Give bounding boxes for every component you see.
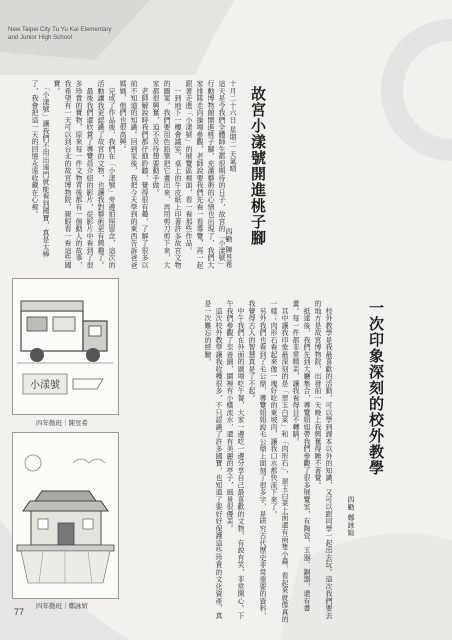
article1-body: 十月二十六日 星期二 天氣晴 這天是令我們全體師生都很期待的日子，故宮的「小漾號」行動博物館開進桃子腳，充滿藝術的心情也出現了，我們大家排隊走向操場參觀，老師說要我們先看一看導覽，再一起跟著走進「小漾號」的展覽區裡面，看一看那些作品。 一到地下一樓會議室，桌上的牛皮紙上印著許多故宮文物的圖案，我們要用色鉛筆把它畫出來，再用剪刀剪下來，大家都很興奮，迫不及待想要動手做。 老師解說時我們都仔細聆聽，覺得很有趣，了解了很多以前不知道的知識。回到家後，我把今天學到的東西告訴爸爸媽媽，他們也很高興。 完成了作品後，我們在「小漾號」旁邊拍照留念，這次的活動讓我更認識了故宮的文物，也讓我對藝術更有興趣了。 最後我們還欣賞了導覽員介紹的影片，從影片中看到了很多珍貴的寶物，原來每一件文物背後都有一個動人的故事，我希望有一天可以到台北的故宮博物院，親眼看一看這些國寶。 「小漾號」讓我們不用出遠門就能看到國寶，真是太棒了，我會把這一天的回憶永遠收藏在心裡。 (31, 80, 237, 269)
article1-author: 四勤 陳昱希 (225, 228, 233, 269)
school-name-line-2: and Junior High School (8, 34, 72, 41)
article1-drawing (12, 278, 119, 415)
school-name-line-1: New Taipei City Tu Yu Kai Elementary (8, 26, 112, 33)
school-name (8, 26, 112, 42)
article1-title: 故宮小漾號開進桃子腳 (249, 86, 267, 246)
article2-author: 四勤 鄭詠媗 (347, 496, 355, 537)
article2-drawing-caption: 四年勤班｜鄭詠媗 (36, 603, 88, 610)
article2-drawing (12, 432, 119, 599)
article2-body-upper: 校外教學是我最喜歡的活動，可以學到課本以外的知識，又可以跟同學一起出去玩。這次我們要去的地方是故宮博物院，出發前一天晚上我興奮得睡不著覺。 抵達後，我們先到大廳集合，導覽姐姐帶我們參觀了很多展覽室，有陶瓷、玉器、銅器，還有書畫。每一件都非常精美，讓我看得目不轉睛。 其中讓我印象最深刻的是「翠玉白菜」和「肉形石」，翠玉白菜上面還有兩隻小蟲，看起來就像真的一樣；肉形石看起來像一塊好吃的東坡肉，讓我口水都快流下來了。 另外我們也看到了毛公鼎，導覽姐姐說毛公鼎上面刻了很多字，是研究古代歷史非常重要的資料，我覺得古人的智慧真是了不起。 中午我們在外面的廣場吃午餐，大家一邊吃一邊分享自己最喜歡的文物，有說有笑，非常開心。下午我們參觀了至善園，園裡有小橋流水，還有美麗的亭子，風景很優美。 這次校外教學讓我收穫很多，不只認識了許多國寶，也知道了要好好保護這些珍貴的文化資產，真是一次難忘的經驗。 (204, 300, 333, 623)
drawing-palace-museum (13, 433, 118, 598)
drawing-museum-truck (13, 279, 118, 414)
page-number: 77 (14, 607, 25, 617)
article2-title: 一次印象深刻的校外教學 (367, 300, 385, 476)
article1-drawing-caption: 四年勤班｜陳昱希 (36, 420, 88, 427)
drawing-label: 小漾號 (30, 380, 60, 391)
